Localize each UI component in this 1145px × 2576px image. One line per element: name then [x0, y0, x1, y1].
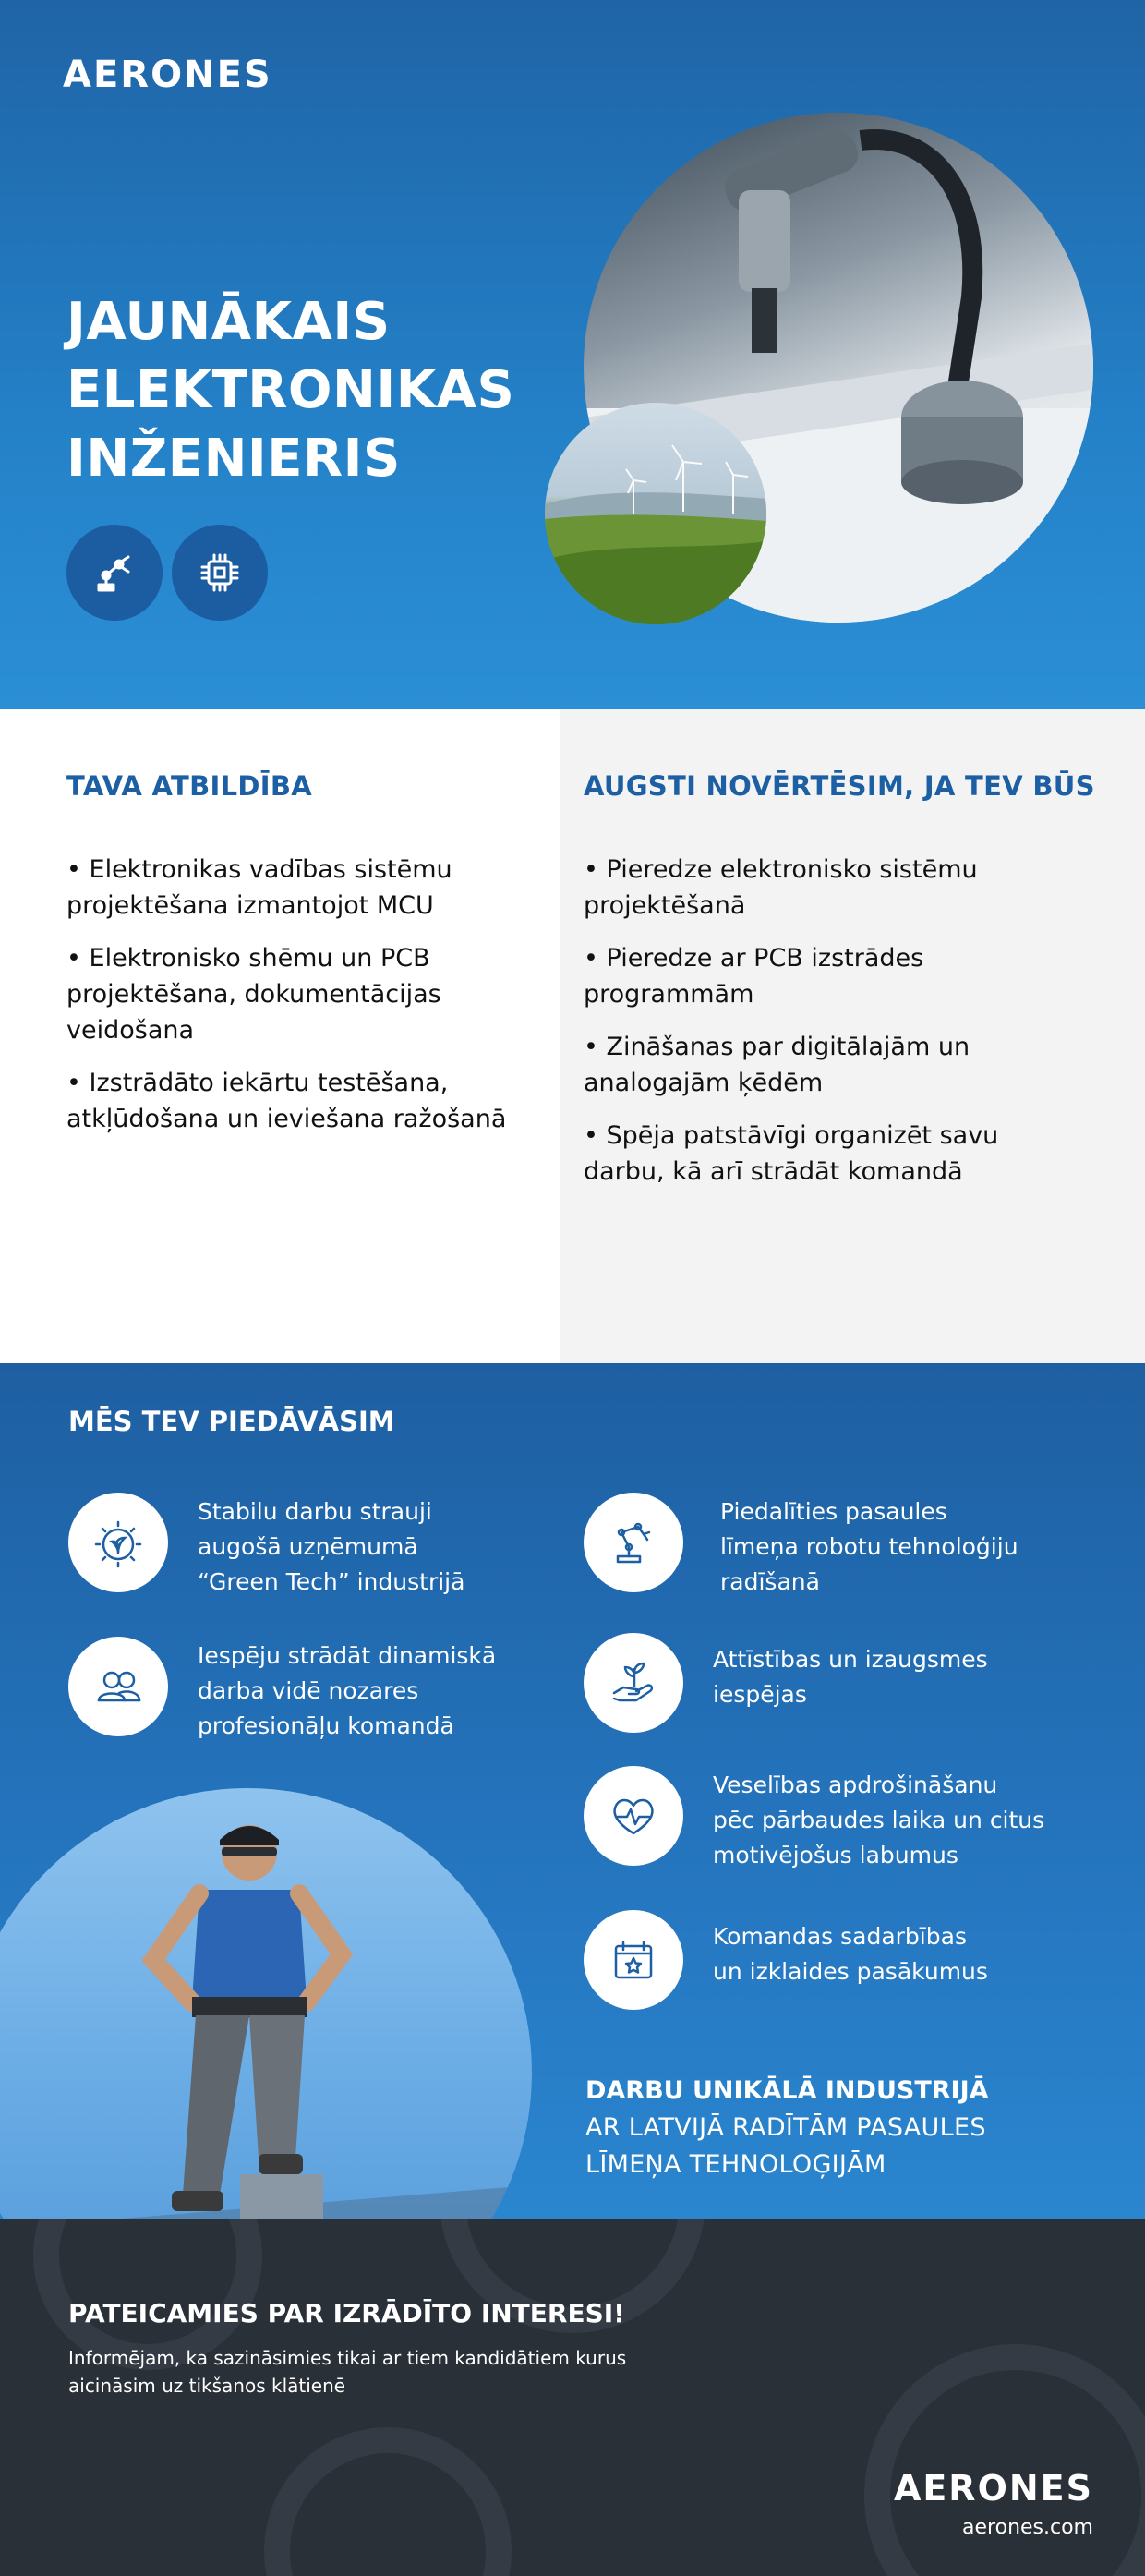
tagline — [585, 2073, 989, 2183]
list-item: • Elektronisko shēmu un PCB projektēšana, dokumentācijas veidošana — [66, 944, 441, 1045]
offer-text-line: “Green Tech” industrijā — [198, 1568, 465, 1595]
thank-you-heading: PATEICAMIES PAR IZRĀDĪTO INTERESI! — [68, 2298, 625, 2328]
website-link[interactable]: aerones.com — [962, 2516, 1093, 2539]
offer-item-stable-job — [68, 1493, 464, 1600]
list-item: • Pieredze ar PCB izstrādes programmām — [584, 944, 924, 1009]
job-title-line-2: ELEKTRONIKAS — [66, 360, 515, 420]
offer-text — [713, 1919, 988, 1989]
offer-text-line: pēc pārbaudes laika un citus — [713, 1807, 1045, 1833]
list-item: • Pieredze elektronisko sistēmu projektēšanā — [584, 855, 978, 920]
tagline-bold: DARBU UNIKĀLĀ INDUSTRIJĀ — [585, 2076, 989, 2105]
nice-to-have-heading: AUGSTI NOVĒRTĒSIM, JA TEV BŪS — [584, 770, 1095, 802]
chip-icon — [172, 525, 268, 621]
job-title-line-3: INŽENIERIS — [66, 429, 401, 489]
offer-text-line: un izklaides pasākumus — [713, 1958, 988, 1985]
wind-farm-photo — [545, 403, 766, 624]
offer-text-line: Stabilu darbu strauji — [198, 1498, 432, 1525]
offer-text-line: Attīstības un izaugsmes — [713, 1646, 988, 1673]
tagline-line: LĪMEŅA TEHNOLOĢIJĀM — [585, 2150, 886, 2179]
job-title-line-1: JAUNĀKAIS — [66, 292, 391, 352]
offer-text-line: Veselības apdrošināšanu — [713, 1772, 998, 1798]
offer-text-line: Komandas sadarbības — [713, 1923, 967, 1950]
list-item: • Izstrādāto iekārtu testēšana, atkļūdošana un ieviešana ražošanā — [66, 1069, 507, 1133]
heart-pulse-icon — [584, 1766, 683, 1866]
offer-text-line: radīšanā — [720, 1568, 820, 1595]
offer-text — [198, 1494, 464, 1600]
offer-item-health — [584, 1766, 1044, 1873]
offer-item-dynamic-team — [68, 1637, 496, 1744]
responsibilities-list — [66, 852, 528, 1154]
offer-text — [720, 1494, 1018, 1600]
contact-note-line: Informējam, ka sazināsimies tikai ar tiem kandidātiem kurus — [68, 2347, 627, 2369]
offer-text-line: līmeņa robotu tehnoloģiju — [720, 1533, 1018, 1560]
footer-section — [0, 2219, 1145, 2576]
tagline-line: AR LATVIJĀ RADĪTĀM PASAULES — [585, 2113, 986, 2142]
nice-to-have-panel — [560, 709, 1145, 1363]
offer-item-growth — [584, 1633, 988, 1733]
requirements-section — [0, 709, 1145, 1363]
robot-arm-icon — [66, 525, 163, 621]
offer-text-line: iespējas — [713, 1681, 807, 1708]
offer-text-line: Iespēju strādāt dinamiskā — [198, 1642, 497, 1669]
list-item: • Zināšanas par digitālajām un analogajām ķēdēm — [584, 1033, 970, 1097]
list-item: • Elektronikas vadības sistēmu projektēšana izmantojot MCU — [66, 855, 452, 920]
offers-heading: MĒS TEV PIEDĀVĀSIM — [68, 1406, 395, 1437]
offer-text-line: Piedalīties pasaules — [720, 1498, 947, 1525]
hero-section — [0, 0, 1145, 709]
brand-logo: AERONES — [63, 54, 272, 96]
robot-arm-icon — [584, 1493, 683, 1592]
responsibilities-panel — [0, 709, 560, 1363]
offer-item-team-events — [584, 1910, 988, 2010]
offer-text — [198, 1639, 496, 1744]
offer-text — [713, 1642, 988, 1712]
offers-section — [0, 1363, 1145, 2219]
offer-text-line: motivējošus labumus — [713, 1842, 958, 1869]
list-item: • Spēja patstāvīgi organizēt savu darbu, kā arī strādāt komandā — [584, 1121, 999, 1186]
contact-note — [68, 2344, 659, 2400]
technician-photo — [0, 1788, 532, 2219]
offer-text-line: darba vidē nozares — [198, 1677, 419, 1704]
offer-text — [713, 1768, 1044, 1873]
green-tech-gear-icon — [68, 1493, 168, 1592]
offer-item-robotics — [584, 1493, 1018, 1600]
job-title — [66, 288, 584, 493]
offer-text-line: profesionāļu komandā — [198, 1712, 454, 1739]
nice-to-have-list — [584, 852, 1045, 1206]
contact-note-line: aicināsim uz tikšanos klātienē — [68, 2375, 346, 2397]
growth-hand-icon — [584, 1633, 683, 1733]
offer-text-line: augošā uzņēmumā — [198, 1533, 418, 1560]
responsibilities-heading: TAVA ATBILDĪBA — [66, 770, 312, 802]
calendar-star-icon — [584, 1910, 683, 2010]
team-icon — [68, 1637, 168, 1736]
footer-logo: AERONES — [893, 2468, 1093, 2509]
